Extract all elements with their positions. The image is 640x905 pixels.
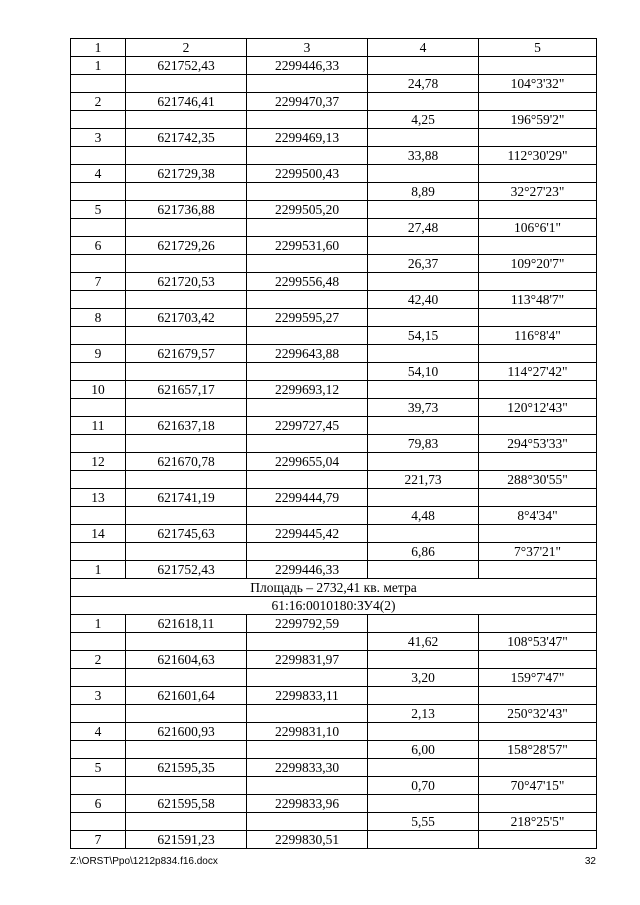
point-row [71, 57, 597, 75]
segment-row [71, 633, 597, 651]
segment-row [71, 399, 597, 417]
empty-cell [479, 417, 597, 435]
empty-cell [479, 129, 597, 147]
point-number: 7 [71, 273, 126, 291]
empty-cell [247, 633, 368, 651]
segment-length: 39,73 [368, 399, 479, 417]
empty-cell [126, 507, 247, 525]
header-row [71, 39, 597, 57]
direction-angle: 196°59'2" [479, 111, 597, 129]
empty-cell [126, 705, 247, 723]
empty-cell [71, 669, 126, 687]
empty-cell [71, 543, 126, 561]
point-number: 14 [71, 525, 126, 543]
empty-cell [479, 381, 597, 399]
section-text: 61:16:0010180:ЗУ4(2) [71, 597, 597, 615]
empty-cell [126, 471, 247, 489]
point-row [71, 795, 597, 813]
empty-cell [479, 651, 597, 669]
direction-angle: 106°6'1" [479, 219, 597, 237]
segment-row [71, 75, 597, 93]
point-number: 12 [71, 453, 126, 471]
empty-cell [126, 255, 247, 273]
empty-cell [368, 129, 479, 147]
segment-length: 4,48 [368, 507, 479, 525]
coord-y: 2299693,12 [247, 381, 368, 399]
empty-cell [368, 417, 479, 435]
point-number: 9 [71, 345, 126, 363]
segment-length: 27,48 [368, 219, 479, 237]
direction-angle: 159°7'47" [479, 669, 597, 687]
empty-cell [368, 489, 479, 507]
segment-length: 3,20 [368, 669, 479, 687]
point-row [71, 489, 597, 507]
empty-cell [479, 57, 597, 75]
empty-cell [247, 507, 368, 525]
coord-x: 621703,42 [126, 309, 247, 327]
point-row [71, 237, 597, 255]
header-col-1: 1 [71, 39, 126, 57]
point-number: 1 [71, 57, 126, 75]
empty-cell [479, 561, 597, 579]
empty-cell [247, 669, 368, 687]
file-path: Z:\ORST\Ppo\1212p834.f16.docx [70, 856, 218, 867]
direction-angle: 109°20'7" [479, 255, 597, 273]
coord-y: 2299643,88 [247, 345, 368, 363]
coord-x: 621601,64 [126, 687, 247, 705]
point-number: 4 [71, 165, 126, 183]
empty-cell [247, 291, 368, 309]
coord-y: 2299792,59 [247, 615, 368, 633]
direction-angle: 113°48'7" [479, 291, 597, 309]
section-row [71, 597, 597, 615]
empty-cell [126, 363, 247, 381]
empty-cell [479, 795, 597, 813]
empty-cell [71, 327, 126, 345]
coord-y: 2299505,20 [247, 201, 368, 219]
point-number: 6 [71, 237, 126, 255]
point-number: 6 [71, 795, 126, 813]
section-text: Площадь – 2732,41 кв. метра [71, 579, 597, 597]
coord-y: 2299556,48 [247, 273, 368, 291]
coord-x: 621741,19 [126, 489, 247, 507]
empty-cell [71, 813, 126, 831]
empty-cell [71, 183, 126, 201]
coord-x: 621595,35 [126, 759, 247, 777]
point-row [71, 759, 597, 777]
point-number: 2 [71, 93, 126, 111]
empty-cell [247, 219, 368, 237]
point-row [71, 93, 597, 111]
empty-cell [71, 399, 126, 417]
direction-angle: 250°32'43" [479, 705, 597, 723]
page-footer [70, 856, 596, 872]
segment-row [71, 777, 597, 795]
empty-cell [126, 75, 247, 93]
point-row [71, 651, 597, 669]
segment-length: 4,25 [368, 111, 479, 129]
empty-cell [126, 813, 247, 831]
empty-cell [479, 687, 597, 705]
page-number: 32 [584, 856, 596, 867]
coord-y: 2299831,97 [247, 651, 368, 669]
point-number: 3 [71, 687, 126, 705]
empty-cell [368, 57, 479, 75]
coord-y: 2299500,43 [247, 165, 368, 183]
point-number: 7 [71, 831, 126, 849]
coord-x: 621600,93 [126, 723, 247, 741]
coord-x: 621742,35 [126, 129, 247, 147]
segment-length: 2,13 [368, 705, 479, 723]
empty-cell [247, 111, 368, 129]
coord-x: 621618,11 [126, 615, 247, 633]
coord-x: 621591,23 [126, 831, 247, 849]
empty-cell [71, 219, 126, 237]
point-row [71, 381, 597, 399]
point-number: 3 [71, 129, 126, 147]
point-number: 11 [71, 417, 126, 435]
direction-angle: 32°27'23" [479, 183, 597, 201]
empty-cell [71, 363, 126, 381]
coord-x: 621720,53 [126, 273, 247, 291]
coord-y: 2299595,27 [247, 309, 368, 327]
coord-y: 2299833,30 [247, 759, 368, 777]
empty-cell [247, 435, 368, 453]
point-row [71, 615, 597, 633]
empty-cell [126, 435, 247, 453]
coord-x: 621746,41 [126, 93, 247, 111]
empty-cell [247, 327, 368, 345]
point-row [71, 723, 597, 741]
coord-y: 2299833,11 [247, 687, 368, 705]
empty-cell [368, 309, 479, 327]
segment-row [71, 813, 597, 831]
point-row [71, 273, 597, 291]
empty-cell [368, 525, 479, 543]
empty-cell [368, 795, 479, 813]
empty-cell [247, 399, 368, 417]
coord-y: 2299446,33 [247, 57, 368, 75]
segment-row [71, 741, 597, 759]
empty-cell [126, 633, 247, 651]
coordinates-table [70, 38, 597, 849]
empty-cell [71, 435, 126, 453]
segment-row [71, 669, 597, 687]
segment-length: 24,78 [368, 75, 479, 93]
coord-x: 621736,88 [126, 201, 247, 219]
empty-cell [247, 255, 368, 273]
segment-length: 33,88 [368, 147, 479, 165]
empty-cell [71, 147, 126, 165]
direction-angle: 8°4'34" [479, 507, 597, 525]
direction-angle: 158°28'57" [479, 741, 597, 759]
coordinates-table-body [71, 39, 597, 849]
empty-cell [479, 723, 597, 741]
empty-cell [368, 273, 479, 291]
direction-angle: 294°53'33" [479, 435, 597, 453]
empty-cell [126, 219, 247, 237]
empty-cell [479, 489, 597, 507]
empty-cell [479, 831, 597, 849]
coord-x: 621637,18 [126, 417, 247, 435]
empty-cell [71, 255, 126, 273]
direction-angle: 70°47'15" [479, 777, 597, 795]
coord-y: 2299655,04 [247, 453, 368, 471]
empty-cell [479, 345, 597, 363]
point-row [71, 525, 597, 543]
empty-cell [126, 669, 247, 687]
coord-y: 2299446,33 [247, 561, 368, 579]
segment-row [71, 507, 597, 525]
empty-cell [247, 543, 368, 561]
empty-cell [126, 147, 247, 165]
empty-cell [71, 75, 126, 93]
header-col-3: 3 [247, 39, 368, 57]
direction-angle: 108°53'47" [479, 633, 597, 651]
point-row [71, 561, 597, 579]
direction-angle: 288°30'55" [479, 471, 597, 489]
point-row [71, 309, 597, 327]
coord-x: 621752,43 [126, 57, 247, 75]
segment-length: 79,83 [368, 435, 479, 453]
direction-angle: 112°30'29" [479, 147, 597, 165]
segment-length: 54,15 [368, 327, 479, 345]
point-number: 5 [71, 201, 126, 219]
empty-cell [247, 75, 368, 93]
segment-length: 8,89 [368, 183, 479, 201]
coord-x: 621604,63 [126, 651, 247, 669]
segment-length: 6,86 [368, 543, 479, 561]
point-row [71, 417, 597, 435]
point-row [71, 345, 597, 363]
direction-angle: 7°37'21" [479, 543, 597, 561]
segment-length: 26,37 [368, 255, 479, 273]
empty-cell [247, 147, 368, 165]
point-row [71, 201, 597, 219]
coord-x: 621752,43 [126, 561, 247, 579]
empty-cell [71, 777, 126, 795]
empty-cell [479, 615, 597, 633]
empty-cell [368, 759, 479, 777]
empty-cell [126, 399, 247, 417]
header-col-4: 4 [368, 39, 479, 57]
empty-cell [247, 705, 368, 723]
segment-length: 5,55 [368, 813, 479, 831]
direction-angle: 114°27'42" [479, 363, 597, 381]
empty-cell [479, 93, 597, 111]
empty-cell [126, 543, 247, 561]
segment-length: 41,62 [368, 633, 479, 651]
point-number: 10 [71, 381, 126, 399]
empty-cell [479, 273, 597, 291]
point-row [71, 129, 597, 147]
segment-row [71, 147, 597, 165]
direction-angle: 104°3'32" [479, 75, 597, 93]
empty-cell [247, 813, 368, 831]
empty-cell [368, 165, 479, 183]
empty-cell [368, 345, 479, 363]
coord-x: 621745,63 [126, 525, 247, 543]
empty-cell [368, 381, 479, 399]
coord-y: 2299444,79 [247, 489, 368, 507]
direction-angle: 120°12'43" [479, 399, 597, 417]
segment-row [71, 705, 597, 723]
point-number: 2 [71, 651, 126, 669]
empty-cell [368, 687, 479, 705]
section-row [71, 579, 597, 597]
direction-angle: 218°25'5" [479, 813, 597, 831]
coord-y: 2299727,45 [247, 417, 368, 435]
empty-cell [71, 633, 126, 651]
empty-cell [368, 651, 479, 669]
empty-cell [126, 741, 247, 759]
segment-length: 0,70 [368, 777, 479, 795]
point-row [71, 165, 597, 183]
coord-y: 2299831,10 [247, 723, 368, 741]
segment-length: 6,00 [368, 741, 479, 759]
point-number: 13 [71, 489, 126, 507]
empty-cell [479, 201, 597, 219]
empty-cell [479, 453, 597, 471]
coord-y: 2299469,13 [247, 129, 368, 147]
empty-cell [368, 93, 479, 111]
empty-cell [126, 183, 247, 201]
coord-y: 2299445,42 [247, 525, 368, 543]
coord-x: 621729,26 [126, 237, 247, 255]
empty-cell [71, 741, 126, 759]
empty-cell [247, 183, 368, 201]
empty-cell [479, 309, 597, 327]
segment-row [71, 291, 597, 309]
empty-cell [479, 525, 597, 543]
coord-x: 621595,58 [126, 795, 247, 813]
empty-cell [247, 363, 368, 381]
empty-cell [126, 291, 247, 309]
header-col-2: 2 [126, 39, 247, 57]
empty-cell [479, 759, 597, 777]
empty-cell [479, 237, 597, 255]
segment-row [71, 219, 597, 237]
empty-cell [71, 507, 126, 525]
point-row [71, 687, 597, 705]
segment-row [71, 471, 597, 489]
empty-cell [126, 111, 247, 129]
segment-length: 54,10 [368, 363, 479, 381]
empty-cell [247, 741, 368, 759]
segment-length: 221,73 [368, 471, 479, 489]
segment-row [71, 363, 597, 381]
coord-y: 2299470,37 [247, 93, 368, 111]
empty-cell [126, 327, 247, 345]
header-col-5: 5 [479, 39, 597, 57]
segment-row [71, 183, 597, 201]
segment-row [71, 435, 597, 453]
empty-cell [71, 111, 126, 129]
empty-cell [71, 291, 126, 309]
point-number: 1 [71, 615, 126, 633]
point-number: 4 [71, 723, 126, 741]
coord-x: 621657,17 [126, 381, 247, 399]
coord-y: 2299833,96 [247, 795, 368, 813]
coord-x: 621679,57 [126, 345, 247, 363]
point-row [71, 831, 597, 849]
empty-cell [71, 471, 126, 489]
empty-cell [126, 777, 247, 795]
empty-cell [247, 471, 368, 489]
empty-cell [368, 453, 479, 471]
direction-angle: 116°8'4" [479, 327, 597, 345]
segment-row [71, 111, 597, 129]
point-number: 5 [71, 759, 126, 777]
coord-x: 621729,38 [126, 165, 247, 183]
segment-row [71, 327, 597, 345]
segment-row [71, 255, 597, 273]
empty-cell [368, 561, 479, 579]
point-number: 8 [71, 309, 126, 327]
point-number: 1 [71, 561, 126, 579]
empty-cell [368, 237, 479, 255]
coord-x: 621670,78 [126, 453, 247, 471]
coord-y: 2299830,51 [247, 831, 368, 849]
empty-cell [368, 201, 479, 219]
point-row [71, 453, 597, 471]
segment-length: 42,40 [368, 291, 479, 309]
empty-cell [247, 777, 368, 795]
empty-cell [368, 615, 479, 633]
empty-cell [368, 723, 479, 741]
segment-row [71, 543, 597, 561]
empty-cell [368, 831, 479, 849]
empty-cell [71, 705, 126, 723]
coord-y: 2299531,60 [247, 237, 368, 255]
empty-cell [479, 165, 597, 183]
